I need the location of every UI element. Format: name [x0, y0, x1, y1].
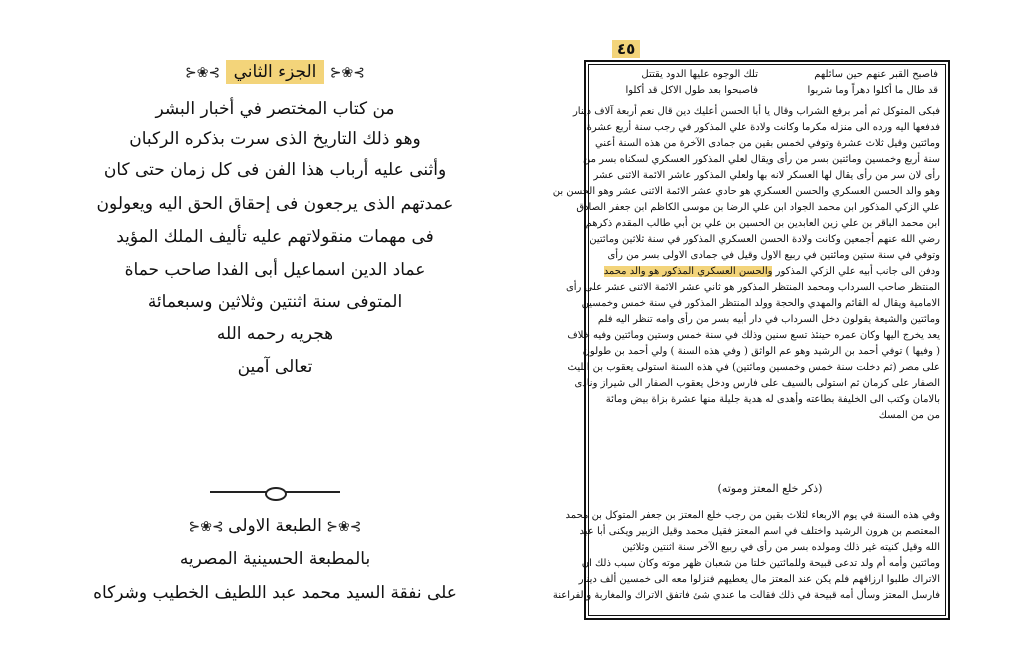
text-line: من من المسك: [878, 410, 940, 421]
text-line: فارسل المعتز وسأل أمه قبيحة في ذلك فقالت ما عندي شئ فاتفق الاتراك والمغاربة والفراعنة: [552, 590, 940, 601]
text-line: على مصر (ثم دخلت سنة خمس وخمسين ومائتين) في هذه السنة استولى يعقوب بن الليث: [567, 362, 940, 373]
highlighted-fragment: والحسن العسكري المذكور هو والد محمد: [603, 266, 773, 277]
section-heading: (ذكر خلع المعتز وموته): [717, 482, 823, 495]
title-line: المتوفى سنة اثنتين وثلاثين وسبعمائة: [147, 292, 403, 312]
text-line: فبكى المتوكل ثم أمر برفع الشراب وقال يا أبا الحسن أعليك دين قال نعم أربعة آلاف دينار: [572, 106, 940, 117]
title-line: فى مهمات منقولاتهم عليه تأليف الملك المؤيد: [116, 227, 434, 247]
text-line: رأى لان سر من رأى يقال لها العسكر لانه بها ولعلي المذكور عاشر الائمة الاثنى عشر: [593, 170, 940, 181]
sponsor-line: على نفقة السيد محمد عبد اللطيف الخطيب وشركاه: [93, 583, 457, 603]
title-line: تعالى آمين: [237, 357, 313, 377]
text-line: وهو والد الحسن العسكري والحسن العسكري هو حادي عشر الائمة الاثنى عشر وهو الحسن بن: [552, 186, 940, 197]
page-number: ٤٥: [612, 40, 640, 58]
text-line: المنتظر صاحب السرداب ومحمد المنتظر المذكور هو ثاني عشر الائمة الاثنى عشر على رأى: [565, 282, 940, 293]
title-line: عمدتهم الذى يرجعون فى إحقاق الحق اليه ويعولون: [96, 194, 454, 214]
edition-title: ⊱❀⊰ الطبعة الاولى ⊱❀⊰: [188, 516, 362, 536]
text-line: ودفن الى جانب أبيه علي الزكي المذكور والحسن العسكري المذكور هو والد محمد: [603, 266, 940, 277]
press-name: بالمطبعة الحسينية المصريه: [179, 549, 371, 569]
title-line: وأثنى عليه أرباب هذا الفن فى كل زمان حتى كان: [103, 160, 447, 180]
text-line: الامامية ويقال له القائم والمهدي والحجة وولد المنتظر المذكور في سنة خمس وخمسين: [581, 298, 940, 309]
text-line: الاتراك طلبوا ارزاقهم فلم يكن عند المعتز مال يعطيهم فنزلوا معه الى خمسين ألف دينار: [578, 574, 940, 585]
text-line: يعد يخرج اليها وكان عمره حينئذ تسع سنين وذلك في سنة خمس وستين ومائتين وفيه خلاف: [567, 330, 940, 341]
verse-hemistich: فاصبح القبر عنهم حين سائلهم: [814, 69, 938, 80]
ornament-right: ⊱❀⊰: [329, 65, 365, 81]
text-line: المعتصم بن هرون الرشيد واختلف في اسم المعتز فقيل محمد وقيل الزبير ويكنى أبا عبد: [579, 526, 940, 537]
text-line: فدفعها اليه ورده الى منزله مكرما وكانت ولادة علي المذكور في رجب سنة أربع عشرة: [586, 122, 940, 133]
text-line: ( وفيها ) توفي أحمد بن الرشيد وهو عم الواثق ( وفي هذه السنة ) ولي أحمد بن طولون: [582, 346, 940, 357]
text-line: علي الزكي المذكور ابن محمد الجواد ابن علي الرضا بن موسى الكاظم ابن جعفر الصادق: [576, 202, 940, 213]
right-page: [552, 0, 952, 662]
text-line: وفي هذه السنة في يوم الاربعاء لثلاث بقين من رجب خلع المعتز بن جعفر المتوكل بن محمد: [565, 510, 940, 521]
text-line: بالامان وكتب الى الخليفة بطاعته وأهدى له هدية جليلة منها عشرة بزاة بيض ومائة: [605, 394, 940, 405]
volume-title: الجزء الثاني: [226, 60, 325, 84]
title-line: عماد الدين اسماعيل أبى الفدا صاحب حماة: [124, 260, 426, 280]
text-line: ابن محمد الباقر بن علي زين العابدين بن الحسين بن علي بن أبي طالب المقدم ذكرهم: [585, 218, 940, 229]
verse-hemistich: فاصبحوا بعد طول الاكل قد أكلوا: [625, 85, 758, 96]
title-line: من كتاب المختصر في أخبار البشر: [155, 99, 395, 119]
text-line: ومائتين والشيعة يقولون دخل السرداب في دار أبيه بسر من رأى وامه تنظر اليه فلم: [597, 314, 940, 325]
volume-heading: [60, 62, 490, 82]
ornament-left: ⊱❀⊰: [185, 65, 221, 81]
page-frame: [552, 60, 950, 620]
text-line: وتوفي في سنة ستين ومائتين في ربيع الاول وقيل في جمادى الاولى بسر من رأى: [607, 250, 940, 261]
text-line: ومائتين وأمه أم ولد تدعى قبيحة وللمائتين خلتا من شعبان ظهر موته وكان سبب ذلك ان: [581, 558, 940, 569]
text-line: الصفار على كرمان ثم استولى بالسيف على فارس ودخل يعقوب الصفار الى شيراز ونادى: [574, 378, 940, 389]
verse-hemistich: قد طال ما أكلوا دهراً وما شربوا: [807, 85, 938, 96]
title-line: هجريه رحمه الله: [216, 324, 334, 344]
left-page: [60, 0, 490, 662]
text-line: رضي الله عنهم أجمعين وكانت ولادة الحسن العسكري المذكور في سنة ثلاثين ومائتين: [589, 234, 940, 245]
verse-hemistich: تلك الوجوه عليها الدود يقتتل: [641, 69, 758, 80]
text-line: الله وقيل كنيته غير ذلك ومولده بسر من رأى في ربيع الآخر سنة اثنتين وثلاثين: [622, 542, 940, 553]
text-line: ومائتين وقيل ثلاث عشرة وتوفي لخمس بقين من جمادى الآخرة من هذه السنة أعني: [594, 138, 940, 149]
text-line: سنة أربع وخمسين ومائتين بسر من رأى ويقال لعلي المذكور العسكري لسكناه بسر من: [583, 154, 940, 165]
divider-ornament: [210, 491, 340, 493]
title-line: وهو ذلك التاريخ الذى سرت بذكره الركبان: [129, 129, 421, 149]
